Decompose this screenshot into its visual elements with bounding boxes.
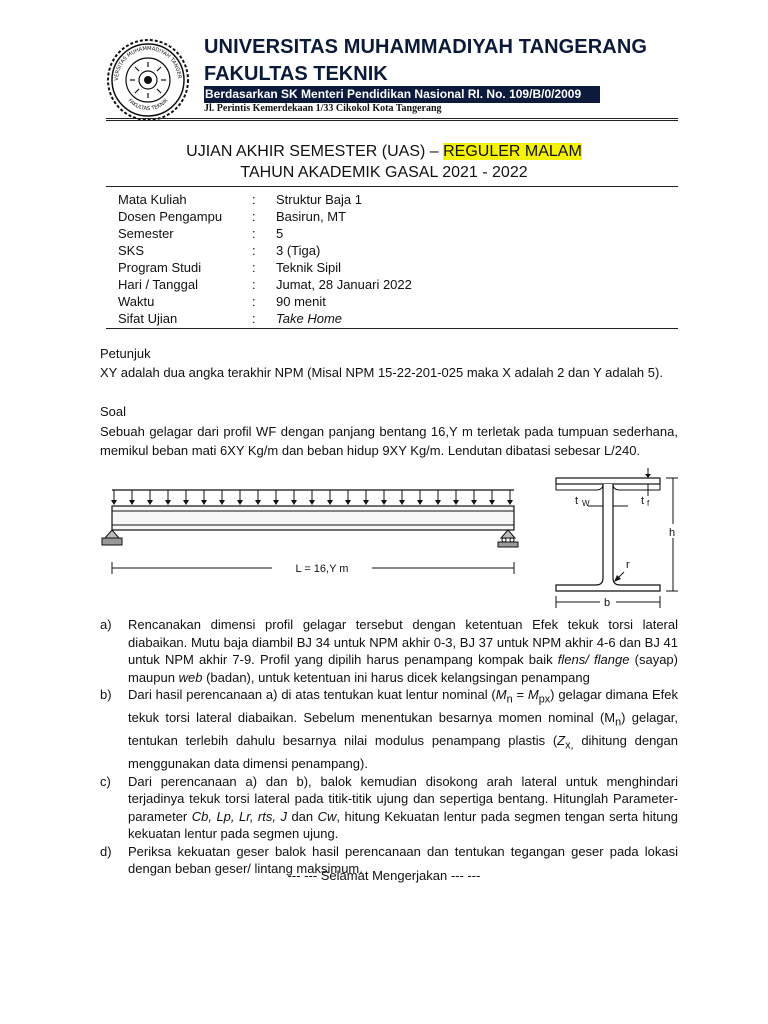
question-label: a)	[100, 617, 112, 632]
question-a	[100, 616, 678, 686]
exam-title	[0, 143, 768, 161]
question-italic: Cb, Lp, Lr, rts, J	[191, 808, 287, 824]
question-c	[100, 773, 678, 843]
question-b	[100, 686, 678, 773]
info-colon: :	[252, 209, 256, 224]
info-value: 5	[276, 226, 284, 241]
question-text: Dari perencanaan a) dan b), balok kemudian disokong arah lateral untuk menghindari terjadinya tekuk torsi lateral pada titik-titik ujung dan sepertiga bentang. Hitunglah Parameter- parameter	[128, 773, 678, 824]
tw-subscript: W	[582, 499, 590, 508]
decree-band: Berdasarkan SK Menteri Pendidikan Nasional RI. No. 109/B/0/2009	[204, 86, 600, 103]
soal-heading: Soal	[100, 404, 127, 419]
info-colon: :	[252, 243, 256, 258]
info-top-rule	[106, 186, 678, 187]
logo-top-text: VERSITAS MUHAMMADIYAH TANGER	[113, 45, 182, 81]
question-text: (sayap) maupun	[128, 652, 678, 685]
tf-label: t	[641, 495, 645, 507]
question-text: ) gelagar, tentukan terlebih dahulu besarnya nilai modulus penampang plastis (	[128, 710, 679, 749]
math-subscript: x,	[565, 739, 574, 752]
info-colon: :	[252, 260, 256, 275]
logo-bottom-text: FAKULTAS TEKNIK	[126, 97, 170, 113]
address: Jl. Perintis Kemerdekaan 1/33 Cikokol Kota Tangerang	[204, 103, 442, 114]
header-divider	[106, 118, 678, 119]
info-value: Teknik Sipil	[276, 260, 342, 275]
math-symbol: Z	[557, 733, 566, 749]
question-italic: Cw	[317, 808, 337, 824]
faculty-name: FAKULTAS TEKNIK	[204, 63, 388, 85]
info-key: Waktu	[118, 294, 155, 309]
h-label: h	[669, 527, 676, 539]
question-text: Periksa kekuatan geser balok hasil perencanaan dan tentukan tegangan geser pada lokasi dengan beban geser/ lintang maksimum.	[128, 843, 678, 877]
info-key: Mata Kuliah	[118, 192, 187, 207]
academic-year: TAHUN AKADEMIK GASAL 2021 - 2022	[240, 164, 528, 181]
petunjuk-text: XY adalah dua angka terakhir NPM (Misal NPM 15-22-201-025 maka X adalah 2 dan Y adalah 5).	[100, 365, 663, 380]
math-subscript: px	[538, 693, 551, 706]
math-subscript: n	[506, 693, 513, 706]
question-text: Rencanakan dimensi profil gelagar tersebut dengan ketentuan Efek tekuk torsi lateral diabaikan. Mutu baja diambil BJ 34 untuk NPM akhir 0-3, BJ 37 untuk NPM akhir 4-6 dan BJ 41 untuk NPM akhir 7-9. Profil yang dipilih harus penampang kompak baik	[128, 617, 678, 667]
closing-text: --- --- Selamat Mengerjakan --- ---	[287, 868, 481, 883]
question-label: d)	[100, 843, 112, 859]
info-value: Struktur Baja 1	[276, 192, 362, 207]
question-text: dihitung dengan menggunakan data dimensi penampang).	[128, 733, 678, 772]
r-label: r	[626, 559, 630, 571]
info-key: Sifat Ujian	[118, 311, 178, 326]
question-text: Dari hasil perencanaan a) di atas tentukan kuat lentur nominal (	[128, 687, 496, 702]
tw-label: t	[575, 495, 579, 507]
span-label: L = 16,Y m	[295, 563, 349, 575]
info-colon: :	[252, 226, 256, 241]
info-colon: :	[252, 294, 256, 309]
beam-diagram	[100, 478, 530, 588]
info-colon: :	[252, 277, 256, 292]
info-key: Dosen Pengampu	[118, 209, 223, 224]
question-text: dan	[286, 808, 318, 824]
question-italic: flens/ flange	[557, 652, 630, 667]
university-logo	[106, 38, 190, 122]
info-key: Hari / Tanggal	[118, 277, 198, 292]
info-key: Program Studi	[118, 260, 202, 275]
info-colon: :	[252, 311, 256, 326]
info-value: Take Home	[276, 311, 342, 326]
math-equals: =	[512, 687, 528, 702]
b-label: b	[604, 597, 611, 609]
math-symbol: M	[495, 687, 507, 702]
petunjuk-heading: Petunjuk	[100, 346, 151, 361]
info-key: SKS	[118, 243, 145, 258]
info-value: Basirun, MT	[276, 209, 347, 224]
math-symbol: M	[527, 687, 539, 702]
question-label: c)	[100, 773, 111, 789]
soal-text: Sebuah gelagar dari profil WF dengan panjang bentang 16,Y m terletak pada tumpuan sederhana, memikul beban mati 6XY Kg/m dan beban hidup 9XY Kg/m. Lendutan dibatasi sebesar L/240.	[100, 424, 678, 458]
info-key: Semester	[118, 226, 174, 241]
math-subscript: n	[615, 716, 622, 729]
exam-title-prefix: UJIAN AKHIR SEMESTER (UAS) –	[186, 143, 444, 160]
header-divider-2	[106, 120, 678, 121]
info-value: 3 (Tiga)	[276, 243, 321, 258]
question-label: b)	[100, 687, 112, 702]
question-text: ) gelagar dimana Efek tekuk torsi lateral diabaikan. Sebelum menentukan besarnya momen nominal (M	[128, 687, 678, 726]
question-text: , hitung Kekuatan lentur pada segmen tengan serta hitung kekuatan lentur pada segmen ujung.	[128, 808, 678, 842]
info-bottom-rule	[106, 328, 678, 329]
university-name: UNIVERSITAS MUHAMMADIYAH TANGERANG	[204, 36, 648, 58]
exam-title-highlight: REGULER MALAM	[443, 143, 582, 160]
question-list	[100, 616, 678, 878]
wf-section-diagram	[548, 466, 680, 612]
question-italic: web	[178, 669, 203, 685]
tf-subscript: f	[647, 499, 650, 508]
info-value: 90 menit	[276, 294, 326, 309]
info-colon: :	[252, 192, 256, 207]
info-value: Jumat, 28 Januari 2022	[276, 277, 412, 292]
question-text: (badan), untuk ketentuan ini harus dicek kelangsingan penampang	[202, 669, 590, 685]
